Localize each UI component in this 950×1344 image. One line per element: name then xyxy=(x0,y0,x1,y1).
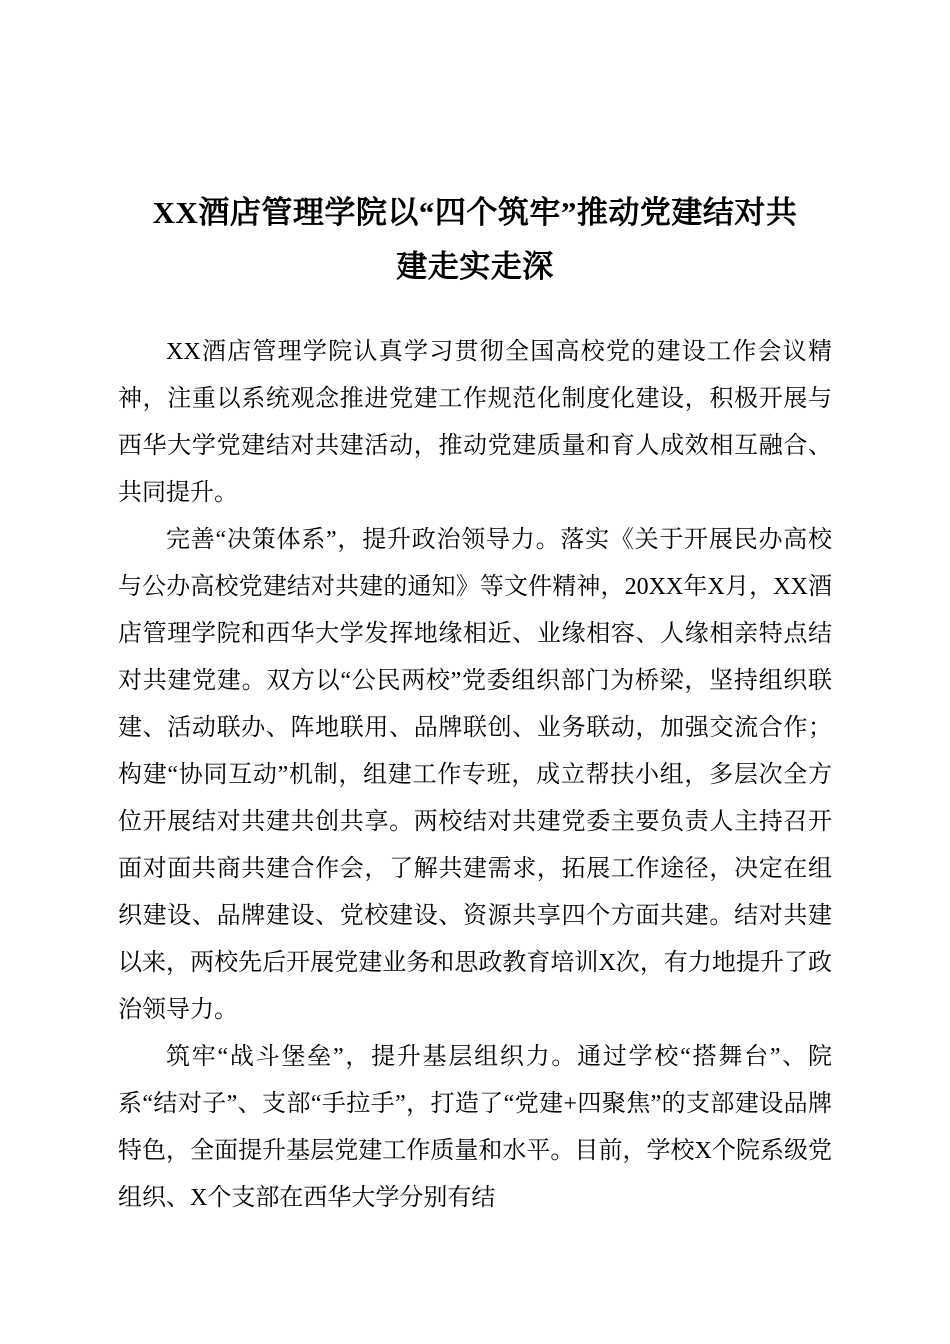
paragraph-intro: XX酒店管理学院认真学习贯彻全国高校党的建设工作会议精神，注重以系统观念推进党建工作规范化制度化建设，积极开展与西华大学党建结对共建活动，推动党建质量和育人成效相互融合、共同提升。 xyxy=(118,338,832,506)
paragraph-decision-system: 完善“决策体系”，提升政治领导力。落实《关于开展民办高校与公办高校党建结对共建的通知》等文件精神，20XX年X月，XX酒店管理学院和西华大学发挥地缘相近、业缘相容、人缘相亲特点结对共建党建。双方以“公民两校”党委组织部门为桥梁，坚持组织联建、活动联办、阵地联用、品牌联创、业务联动，加强交流合作；构建“协同互动”机制，组建工作专班，成立帮扶小组，多层次全方位开展结对共建共创共享。两校结对共建党委主要负责人主持召开面对面共商共建合作会，了解共建需求，拓展工作途径，决定在组织建设、品牌建设、党校建设、资源共享四个方面共建。结对共建以来，两校先后开展党建业务和思政教育培训X次，有力地提升了政治领导力。 xyxy=(118,526,832,1023)
document-title: XX酒店管理学院以“四个筑牢”推动党建结对共建走实走深 xyxy=(152,195,798,285)
paragraph-battle-fortress: 筑牢“战斗堡垒”，提升基层组织力。通过学校“搭舞台”、院系“结对子”、支部“手拉手”，打造了“党建+四聚焦”的支部建设品牌特色，全面提升基层党建工作质量和水平。目前，学校X个院系级党组织、X个支部在西华大学分别有结 xyxy=(118,1043,832,1211)
document-body xyxy=(118,329,832,1222)
